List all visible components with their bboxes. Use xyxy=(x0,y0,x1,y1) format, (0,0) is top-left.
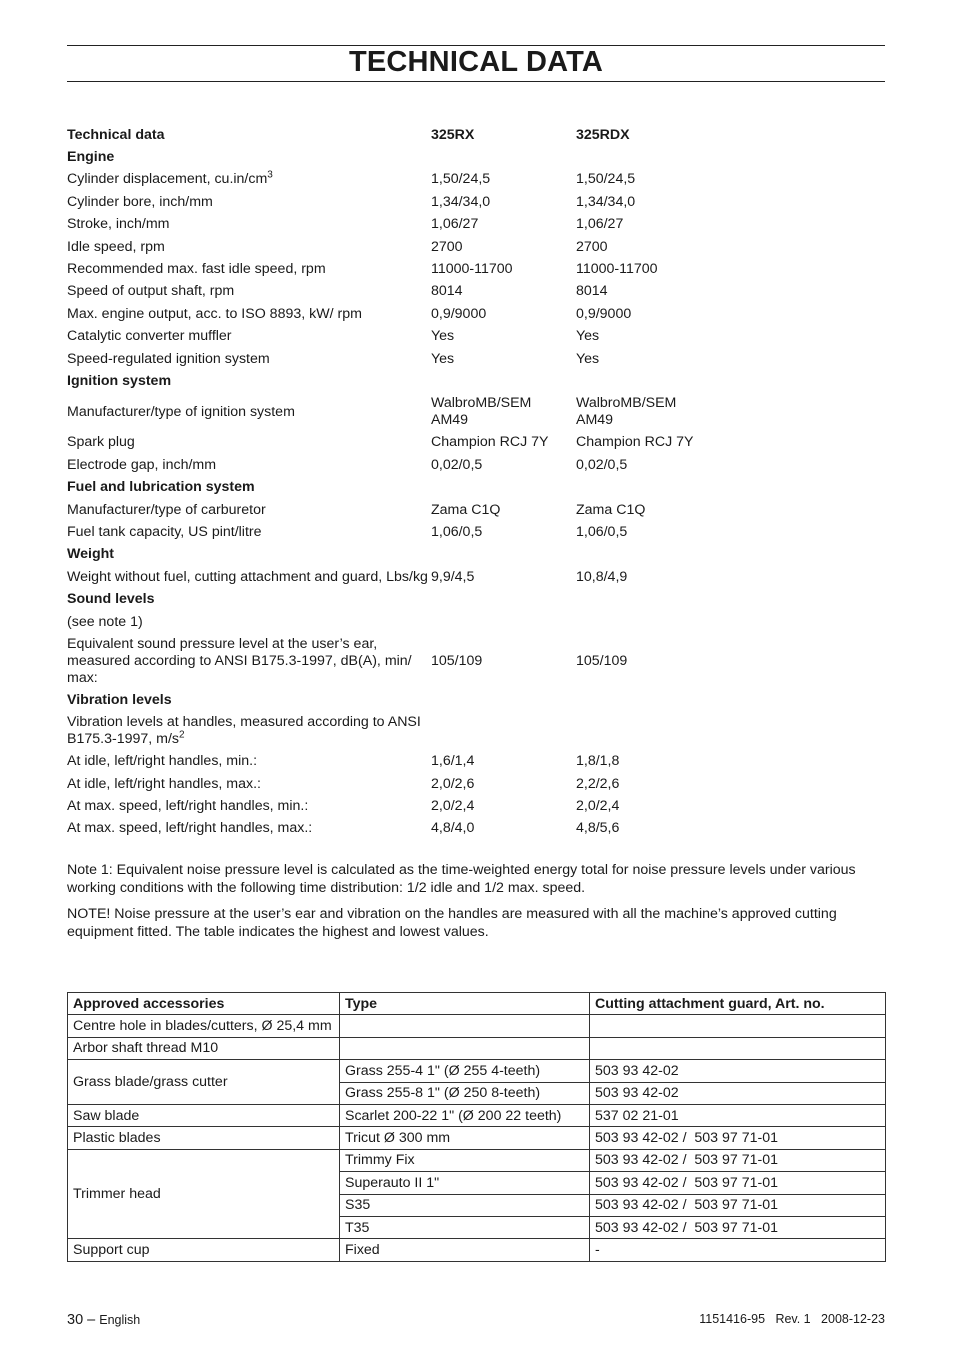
spec-value-325rx xyxy=(431,588,576,610)
spec-value-325rdx-text: Zama C1Q xyxy=(576,501,646,518)
spec-value-325rdx-text: Champion RCJ 7Y xyxy=(576,434,694,451)
spec-label-text: Stroke, inch/mm xyxy=(67,216,170,233)
spec-value-325rx xyxy=(431,633,576,689)
spec-row xyxy=(67,432,885,454)
spec-label-superscript: 3 xyxy=(267,169,273,181)
spec-value-325rx xyxy=(431,370,576,392)
spec-section-row xyxy=(67,476,885,498)
spec-row xyxy=(67,258,885,280)
spec-value-325rx xyxy=(431,689,576,711)
spec-value-325rdx xyxy=(576,795,885,817)
spec-label-text: Idle speed, rpm xyxy=(67,238,165,255)
accessory-name: Support cup xyxy=(68,1239,340,1261)
accessory-type: S35 xyxy=(340,1194,590,1216)
spec-value-325rx-text: 11000-11700 xyxy=(431,261,513,278)
spec-value-325rdx-text: WalbroMB/SEM AM49 xyxy=(576,395,677,429)
spec-label xyxy=(67,476,431,498)
spec-label-text: Speed-regulated ignition system xyxy=(67,350,270,367)
accessory-row xyxy=(68,1037,886,1059)
spec-header-label: Technical data xyxy=(67,126,165,143)
spec-label-text: Weight xyxy=(67,546,115,563)
accessory-guard-art-no: 537 02 21-01 xyxy=(590,1104,886,1126)
accessory-type: Grass 255-8 1" (Ø 250 8-teeth) xyxy=(340,1082,590,1104)
accessory-type: T35 xyxy=(340,1216,590,1238)
accessory-type: Tricut Ø 300 mm xyxy=(340,1127,590,1149)
spec-label xyxy=(67,544,431,566)
accessory-name: Plastic blades xyxy=(68,1127,340,1149)
spec-row xyxy=(67,566,885,588)
spec-label-text: Manufacturer/type of carburetor xyxy=(67,501,266,518)
spec-label xyxy=(67,689,431,711)
accessory-type: Scarlet 200-22 1" (Ø 200 22 teeth) xyxy=(340,1104,590,1126)
spec-value-325rx-text: 2700 xyxy=(431,238,463,255)
accessory-guard-art-no: 503 93 42-02 / 503 97 71-01 xyxy=(590,1194,886,1216)
spec-value-325rx xyxy=(431,348,576,370)
accessory-guard-art-no: - xyxy=(590,1239,886,1261)
spec-value-325rdx xyxy=(576,751,885,773)
spec-section-row xyxy=(67,370,885,392)
spec-value-325rx xyxy=(431,146,576,168)
spec-value-325rx-text: 9,9/4,5 xyxy=(431,568,475,585)
spec-row xyxy=(67,454,885,476)
spec-value-325rdx xyxy=(576,773,885,795)
spec-row xyxy=(67,818,885,840)
spec-row xyxy=(67,773,885,795)
spec-value-325rx xyxy=(431,454,576,476)
spec-value-325rdx xyxy=(576,326,885,348)
spec-row xyxy=(67,712,885,751)
approved-accessories-table xyxy=(67,992,886,1262)
spec-value-325rdx xyxy=(576,521,885,543)
spec-row xyxy=(67,393,885,432)
spec-value-325rdx-text: 2700 xyxy=(576,238,608,255)
spec-value-325rdx-text: 1,8/1,8 xyxy=(576,753,620,770)
spec-value-325rdx-text: 2,0/2,4 xyxy=(576,798,620,815)
accessory-name: Arbor shaft thread M10 xyxy=(68,1037,340,1059)
header-rule-bottom xyxy=(67,81,885,82)
spec-value-325rx-text: 0,02/0,5 xyxy=(431,456,483,473)
accessory-guard-art-no: 503 93 42-02 xyxy=(590,1082,886,1104)
spec-row xyxy=(67,611,885,633)
page-title: TECHNICAL DATA xyxy=(348,46,604,78)
accessory-name: Centre hole in blades/cutters, Ø 25,4 mm xyxy=(68,1015,340,1037)
page-number xyxy=(67,1312,140,1328)
accessory-name: Saw blade xyxy=(68,1104,340,1126)
spec-row xyxy=(67,236,885,258)
spec-label-text: Sound levels xyxy=(67,591,155,608)
spec-value-325rdx xyxy=(576,281,885,303)
spec-value-325rx xyxy=(431,499,576,521)
spec-row xyxy=(67,348,885,370)
spec-value-325rx xyxy=(431,476,576,498)
spec-value-325rdx xyxy=(576,588,885,610)
spec-label-text: Weight without fuel, cutting attachment and guard, Lbs/kg xyxy=(67,568,428,585)
spec-label-superscript: 2 xyxy=(179,729,185,741)
spec-label xyxy=(67,611,431,633)
spec-label xyxy=(67,393,431,432)
spec-value-325rx-text: 4,8/4,0 xyxy=(431,820,475,837)
spec-value-325rdx-text: 10,8/4,9 xyxy=(576,568,628,585)
spec-label-text: Cylinder displacement, cu.in/cm xyxy=(67,171,268,188)
spec-value-325rdx xyxy=(576,169,885,191)
spec-label-text: Ignition system xyxy=(67,372,172,389)
note-1: Note 1: Equivalent noise pressure level is calculated as the time-weighted energy total for noise pressure levels under various working conditions with the following time distribution: 1/2 idle and 1/2 max. speed. xyxy=(67,862,856,896)
spec-label-text: Vibration levels xyxy=(67,691,172,708)
spec-label xyxy=(67,521,431,543)
page-language: English xyxy=(99,1313,141,1327)
spec-label xyxy=(67,191,431,213)
spec-value-325rx-text: 0,9/9000 xyxy=(431,305,487,322)
spec-value-325rx-text: 105/109 xyxy=(431,652,483,669)
spec-value-325rx-text: 1,34/34,0 xyxy=(431,193,491,210)
spec-label xyxy=(67,348,431,370)
spec-value-325rdx-text: 4,8/5,6 xyxy=(576,820,620,837)
spec-value-325rdx-text: Yes xyxy=(576,350,600,367)
spec-value-325rx-text: 1,50/24,5 xyxy=(431,171,491,188)
spec-label-text: Cylinder bore, inch/mm xyxy=(67,193,213,210)
spec-row xyxy=(67,191,885,213)
spec-value-325rx xyxy=(431,818,576,840)
spec-label xyxy=(67,818,431,840)
spec-value-325rdx xyxy=(576,476,885,498)
accessories-header-row xyxy=(68,993,886,1015)
accessory-row xyxy=(68,1104,886,1126)
spec-value-325rx-text: 1,06/27 xyxy=(431,216,479,233)
accessory-guard-art-no: 503 93 42-02 / 503 97 71-01 xyxy=(590,1149,886,1171)
spec-value-325rdx xyxy=(576,258,885,280)
spec-label xyxy=(67,258,431,280)
spec-value-325rx xyxy=(431,521,576,543)
accessories-header-type: Type xyxy=(340,993,590,1015)
spec-value-325rx xyxy=(431,258,576,280)
spec-value-325rx-text: WalbroMB/SEM AM49 xyxy=(431,395,532,429)
spec-label-text: Max. engine output, acc. to ISO 8893, kW/ rpm xyxy=(67,305,362,322)
accessory-guard-art-no: 503 93 42-02 xyxy=(590,1060,886,1082)
spec-value-325rx xyxy=(431,566,576,588)
accessory-guard-art-no: 503 93 42-02 / 503 97 71-01 xyxy=(590,1172,886,1194)
spec-row xyxy=(67,521,885,543)
spec-value-325rdx-text: 1,06/0,5 xyxy=(576,523,628,540)
spec-value-325rx xyxy=(431,191,576,213)
spec-value-325rx-text: 1,06/0,5 xyxy=(431,523,483,540)
spec-value-325rdx xyxy=(576,370,885,392)
spec-label xyxy=(67,773,431,795)
spec-value-325rx-text: 8014 xyxy=(431,283,463,300)
accessory-name: Trimmer head xyxy=(68,1149,340,1239)
accessory-guard-art-no: 503 93 42-02 / 503 97 71-01 xyxy=(590,1216,886,1238)
spec-value-325rx xyxy=(431,432,576,454)
spec-label xyxy=(67,146,431,168)
spec-label-text: Recommended max. fast idle speed, rpm xyxy=(67,261,326,278)
spec-section-row xyxy=(67,588,885,610)
spec-value-325rdx-text: 8014 xyxy=(576,283,608,300)
spec-label-text: Electrode gap, inch/mm xyxy=(67,456,217,473)
spec-value-325rdx xyxy=(576,633,885,689)
spec-label xyxy=(67,370,431,392)
spec-section-row xyxy=(67,689,885,711)
spec-value-325rx-text: Yes xyxy=(431,350,455,367)
spec-value-325rdx xyxy=(576,236,885,258)
spec-value-325rdx-text: 11000-11700 xyxy=(576,261,658,278)
accessory-type: Trimmy Fix xyxy=(340,1149,590,1171)
spec-value-325rdx-text: 2,2/2,6 xyxy=(576,775,620,792)
spec-label-text: Speed of output shaft, rpm xyxy=(67,283,235,300)
spec-row xyxy=(67,169,885,191)
spec-label xyxy=(67,281,431,303)
spec-value-325rx xyxy=(431,712,576,751)
spec-section-row xyxy=(67,544,885,566)
spec-row xyxy=(67,303,885,325)
spec-label xyxy=(67,236,431,258)
spec-value-325rdx xyxy=(576,191,885,213)
spec-value-325rx xyxy=(431,795,576,817)
accessory-type: Fixed xyxy=(340,1239,590,1261)
spec-row xyxy=(67,751,885,773)
spec-value-325rdx xyxy=(576,454,885,476)
accessory-row xyxy=(68,1060,886,1082)
spec-row xyxy=(67,214,885,236)
accessory-guard-art-no xyxy=(590,1015,886,1037)
spec-header-325rdx: 325RDX xyxy=(576,126,630,143)
spec-value-325rx xyxy=(431,303,576,325)
page-number-value: 30 – xyxy=(67,1312,96,1328)
spec-value-325rdx xyxy=(576,348,885,370)
spec-row xyxy=(67,795,885,817)
spec-value-325rdx-text: 1,06/27 xyxy=(576,216,624,233)
spec-value-325rdx-text: 0,9/9000 xyxy=(576,305,632,322)
spec-label xyxy=(67,633,431,689)
spec-label xyxy=(67,795,431,817)
spec-label xyxy=(67,454,431,476)
spec-label-text: Catalytic converter muffler xyxy=(67,328,232,345)
spec-label-text: At idle, left/right handles, max.: xyxy=(67,775,261,792)
document-reference: 1151416-95 Rev. 1 2008-12-23 xyxy=(699,1312,885,1326)
accessory-guard-art-no xyxy=(590,1037,886,1059)
spec-value-325rx-text: Champion RCJ 7Y xyxy=(431,434,549,451)
accessories-header-accessory: Approved accessories xyxy=(68,993,340,1015)
accessory-row xyxy=(68,1015,886,1037)
spec-value-325rx xyxy=(431,236,576,258)
spec-value-325rdx-text: 1,50/24,5 xyxy=(576,171,636,188)
accessory-type: Superauto II 1" xyxy=(340,1172,590,1194)
spec-label-text: Fuel and lubrication system xyxy=(67,479,255,496)
spec-value-325rdx xyxy=(576,689,885,711)
spec-value-325rx xyxy=(431,773,576,795)
spec-value-325rdx xyxy=(576,214,885,236)
spec-value-325rx-text: Yes xyxy=(431,328,455,345)
accessory-row xyxy=(68,1239,886,1261)
spec-label-text: Fuel tank capacity, US pint/litre xyxy=(67,523,262,540)
spec-value-325rx xyxy=(431,751,576,773)
spec-label-text: Vibration levels at handles, measured according to ANSI B175.3-1997, m/s xyxy=(67,714,421,748)
spec-label xyxy=(67,588,431,610)
spec-value-325rdx xyxy=(576,146,885,168)
spec-label-text: Equivalent sound pressure level at the user’s ear, measured according to ANSI B175.3-1997, dB(A), min/ max: xyxy=(67,635,412,686)
spec-label-text: At max. speed, left/right handles, max.: xyxy=(67,820,313,837)
accessories-header-guard: Cutting attachment guard, Art. no. xyxy=(590,993,886,1015)
spec-value-325rdx xyxy=(576,611,885,633)
spec-value-325rx xyxy=(431,169,576,191)
spec-value-325rdx xyxy=(576,499,885,521)
spec-value-325rx xyxy=(431,326,576,348)
spec-value-325rdx xyxy=(576,432,885,454)
spec-value-325rx xyxy=(431,214,576,236)
spec-label-text: At max. speed, left/right handles, min.: xyxy=(67,798,309,815)
spec-row xyxy=(67,633,885,689)
spec-label xyxy=(67,712,431,751)
spec-value-325rdx xyxy=(576,393,885,432)
accessory-name: Grass blade/grass cutter xyxy=(68,1060,340,1105)
spec-label-text: At idle, left/right handles, min.: xyxy=(67,753,258,770)
spec-value-325rdx-text: Yes xyxy=(576,328,600,345)
spec-label-text: Spark plug xyxy=(67,434,135,451)
spec-row xyxy=(67,281,885,303)
spec-label xyxy=(67,499,431,521)
spec-value-325rdx-text: 105/109 xyxy=(576,652,628,669)
spec-value-325rdx xyxy=(576,566,885,588)
spec-value-325rdx-text: 0,02/0,5 xyxy=(576,456,628,473)
spec-value-325rdx xyxy=(576,712,885,751)
note-2: NOTE! Noise pressure at the user’s ear and vibration on the handles are measured with all the machine’s approved cutting equipment fitted. The table indicates the highest and lowest values. xyxy=(67,906,837,940)
spec-label xyxy=(67,432,431,454)
spec-value-325rx-text: 2,0/2,4 xyxy=(431,798,475,815)
spec-value-325rdx xyxy=(576,544,885,566)
spec-value-325rx xyxy=(431,393,576,432)
technical-data-table xyxy=(67,124,885,840)
spec-value-325rdx-text: 1,34/34,0 xyxy=(576,193,636,210)
spec-row xyxy=(67,326,885,348)
spec-value-325rx-text: 2,0/2,6 xyxy=(431,775,475,792)
spec-label xyxy=(67,303,431,325)
spec-header-325rx: 325RX xyxy=(431,126,475,143)
spec-label-text: Manufacturer/type of ignition system xyxy=(67,403,295,420)
spec-label xyxy=(67,214,431,236)
spec-value-325rdx xyxy=(576,818,885,840)
spec-label xyxy=(67,751,431,773)
spec-label xyxy=(67,169,431,191)
accessory-type: Grass 255-4 1" (Ø 255 4-teeth) xyxy=(340,1060,590,1082)
accessory-guard-art-no: 503 93 42-02 / 503 97 71-01 xyxy=(590,1127,886,1149)
spec-header-row xyxy=(67,124,885,146)
spec-section-row xyxy=(67,146,885,168)
spec-value-325rdx xyxy=(576,303,885,325)
spec-value-325rx xyxy=(431,611,576,633)
spec-value-325rx-text: 1,6/1,4 xyxy=(431,753,475,770)
accessory-type xyxy=(340,1015,590,1037)
spec-value-325rx xyxy=(431,281,576,303)
spec-label xyxy=(67,326,431,348)
spec-row xyxy=(67,499,885,521)
spec-label-text: Engine xyxy=(67,149,115,166)
accessory-row xyxy=(68,1127,886,1149)
spec-value-325rx xyxy=(431,544,576,566)
spec-value-325rx-text: Zama C1Q xyxy=(431,501,501,518)
accessory-type xyxy=(340,1037,590,1059)
spec-label-text: (see note 1) xyxy=(67,613,143,630)
spec-label xyxy=(67,566,431,588)
accessory-row xyxy=(68,1149,886,1171)
